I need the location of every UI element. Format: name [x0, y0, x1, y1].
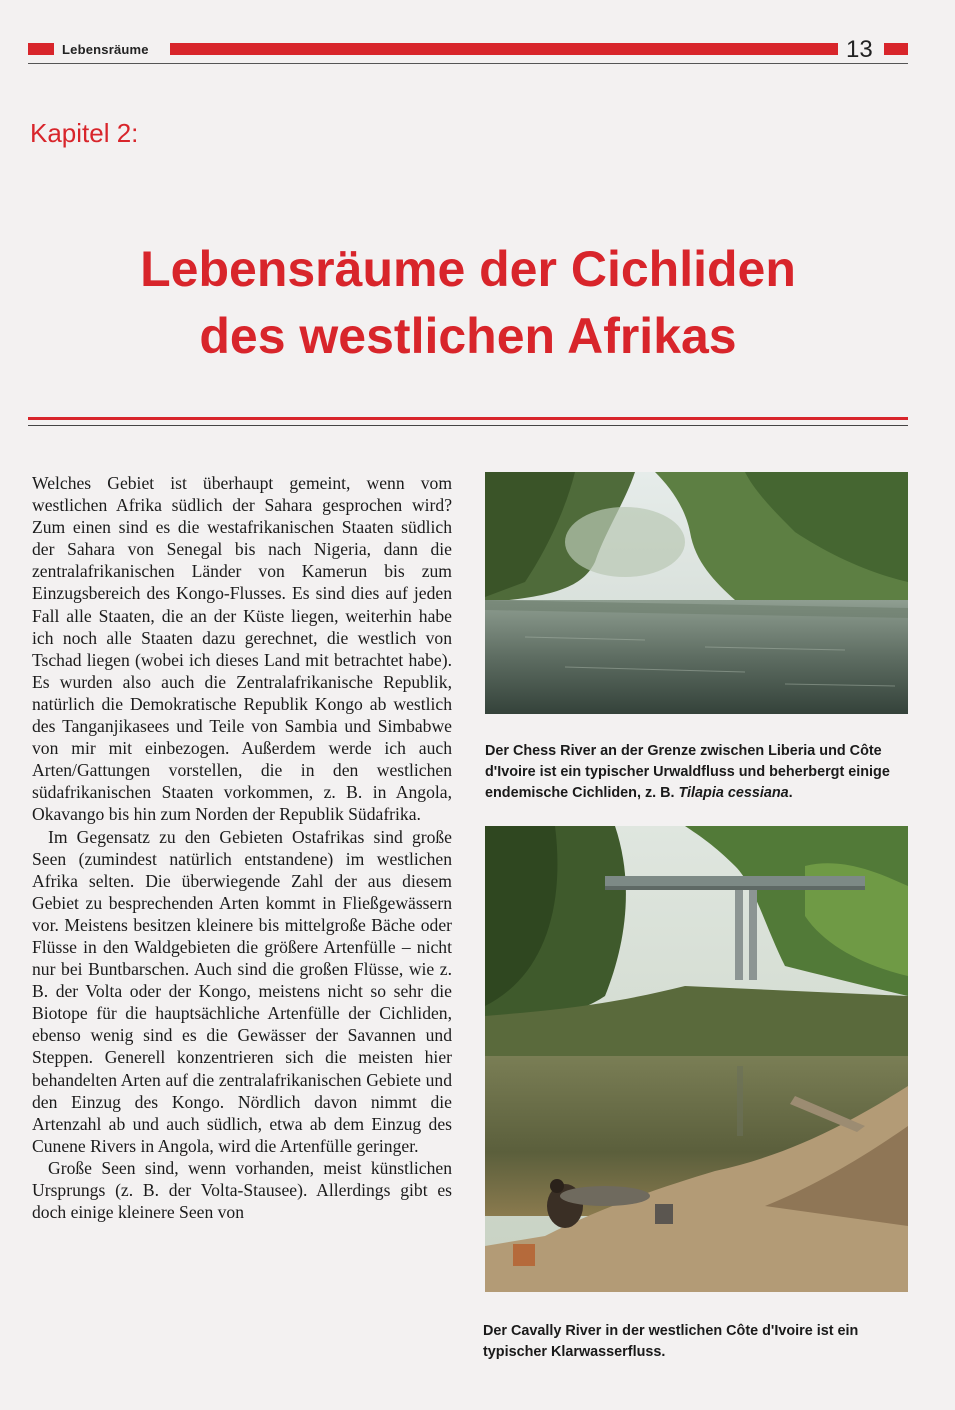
photo-cavally-river — [485, 826, 908, 1292]
title-line-2: des westlichen Afrikas — [199, 308, 737, 364]
caption-cavally-river — [483, 1321, 910, 1363]
caption-end: . — [788, 785, 793, 801]
page-title — [28, 236, 908, 370]
header-bar-left — [28, 43, 54, 55]
caption-text: Der Cavally River in der westlichen Côte d'Ivoire ist ein typischer Klarwasserfluss. — [483, 1323, 859, 1360]
body-text — [32, 472, 452, 1223]
chapter-label: Kapitel 2: — [30, 118, 139, 148]
paragraph: Im Gegensatz zu den Gebieten Ostafrikas sind große Seen (zumindest natürlich entstandene) im westlichen Afrika selten. Die überwiegende Zahl der aus diesem Gebiet zu besprechenden Arten kommt in Fließgewässern vor. Meistens besitzen kleinere bis mittelgroße Bäche oder Flüsse in den Waldgebieten die größere Artenfülle – nicht nur bei Buntbarschen. Auch sind die großen Flüsse, wie z. B. der Volta oder der Kongo, meistens nicht so sehr die Biotope für die hauptsächliche Artenfülle der Cichliden, ebenso wenig sind es die Gewässer der Savannen und Steppen. Generell konzentrieren sich die meisten hier behandelten Arten auf die zentralafrikanischen Gebiete und den Einzug des Kongo. Nördlich davon nimmt die Artenzahl ab und auch südlich, etwa ab dem Einzug des Cunene Rivers in Angola, wird die Artenfülle geringer. — [32, 826, 452, 1156]
paragraph: Welches Gebiet ist überhaupt gemeint, wenn vom westlichen Afrika südlich der Sahara gesprochen wird? Zum einen sind es die westafrikanischen Staaten südlich der Sahara von Senegal bis nach Nigeria, dann die zentralafrikanischen Länder von Kamerun bis zum Einzugsbereich des Kongo-Flusses. Es sind dies auf jeden Fall alle Staaten, die an der Küste liegen, weiterhin habe ich noch alle Staaten dazu gerechnet, die westlich von Tschad liegen (wobei ich dieses Land mit betrachtet habe). Es wurden also auch die Zentralafrikanische Republik, natürlich die Demokratische Republik Kongo ab westlich des Tanganjikasees und Teile von Sambia und Simbabwe von mir mit einbezogen. Außerdem werde ich auch Arten/Gattungen vorstellen, die in den westlichen südafrikanischen Staaten vorkommen, z. B. in Angola, Okavango bis hin zum Norden der Republik Südafrika. — [32, 473, 452, 825]
title-rule-thin — [28, 425, 908, 426]
page-number: 13 — [846, 36, 873, 63]
header-rule — [28, 63, 908, 64]
title-rule-red — [28, 417, 908, 420]
photo-chess-river — [485, 472, 908, 714]
paragraph: Große Seen sind, wenn vorhanden, meist künstlichen Ursprungs (z. B. der Volta-Stausee). Allerdings gibt es doch einige kleinere Seen von — [32, 1157, 452, 1223]
species-name: Tilapia cessiana — [678, 785, 789, 801]
caption-chess-river — [485, 741, 910, 804]
title-line-1: Lebensräume der Cichliden — [140, 241, 796, 297]
running-header: Lebensräume — [62, 42, 149, 57]
header-bar-middle — [170, 43, 838, 55]
caption-text: Der Chess River an der Grenze zwischen Liberia und Côte d'Ivoire ist ein typischer Urwaldfluss und beherbergt einige endemische Cichliden, z. B. — [485, 743, 890, 801]
header-bar-right — [884, 43, 908, 55]
